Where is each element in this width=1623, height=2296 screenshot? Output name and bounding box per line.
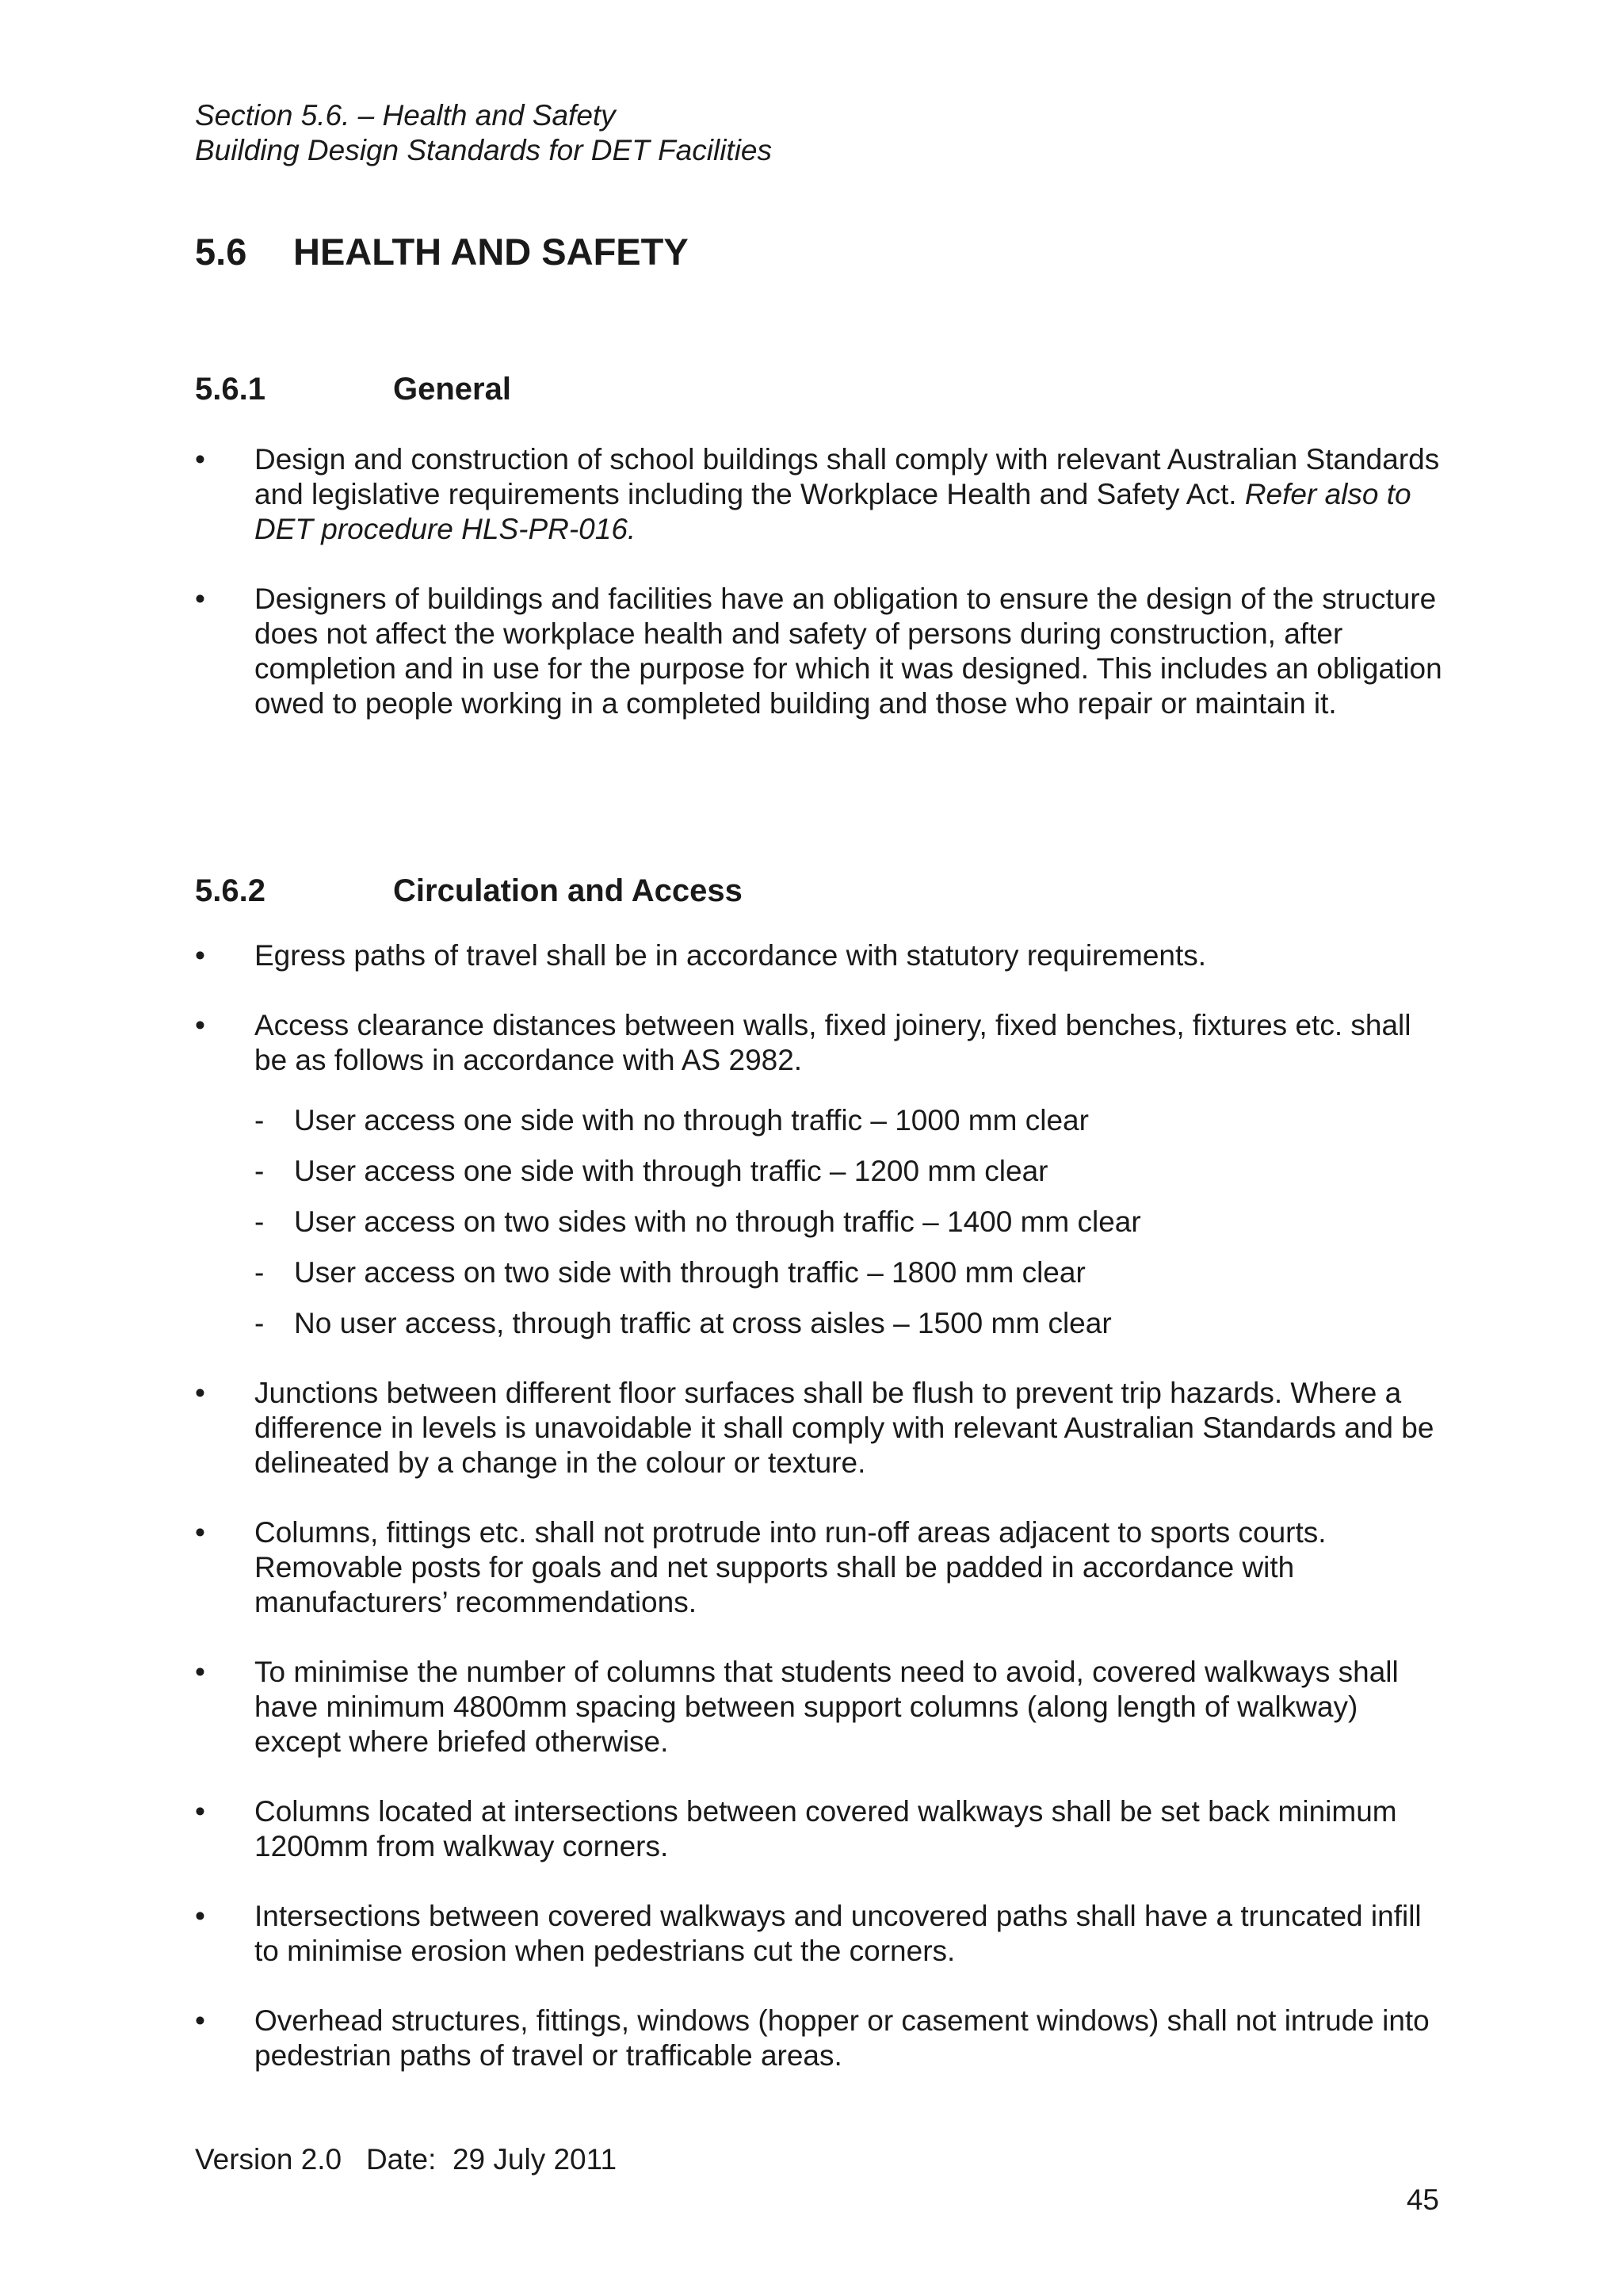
list-item [195,582,1447,721]
bullet-text: Design and construction of school buildings shall comply with relevant Australian Standards and legislative requirements including the Workplace Health and Safety Act. [254,443,1440,510]
page-number: 45 [1406,2183,1439,2216]
header-section-line: Section 5.6. – Health and Safety [195,99,616,132]
section-title [195,230,689,274]
dash-icon: - [254,1307,265,1339]
bullet-icon: • [195,583,205,615]
clearance-text: No user access, through traffic at cross aisles – 1500 mm clear [294,1307,1112,1339]
bullet-icon: • [195,1009,205,1041]
bullet-icon: • [195,1795,205,1828]
clearance-text: User access on two sides with no through traffic – 1400 mm clear [294,1205,1141,1238]
dash-icon: - [254,1104,265,1137]
bullet-icon: • [195,1516,205,1549]
subsection-general-number: 5.6.1 [195,372,265,407]
clearance-item [254,1103,1447,1138]
clearance-item [254,1306,1447,1341]
bullet-text: Overhead structures, fittings, windows (hopper or casement windows) shall not intrude into pedestrian paths of travel or trafficable areas. [254,2004,1430,2072]
running-header [195,98,772,168]
footer-version-date: Version 2.0 Date: 29 July 2011 [195,2143,617,2176]
bullet-text: Columns, fittings etc. shall not protrude into run-off areas adjacent to sports courts. Removable posts for goals and net supports shall be padded in accordance with manufacturers’ recommendations. [254,1516,1327,1618]
header-document-line: Building Design Standards for DET Facilities [195,134,772,166]
clearance-item [254,1154,1447,1189]
bullet-text: Access clearance distances between walls, fixed joinery, fixed benches, fixtures etc. shall be as follows in accordance with AS 2982. [254,1009,1411,1076]
list-item [195,442,1447,547]
clearance-item [254,1205,1447,1240]
dash-icon: - [254,1256,265,1289]
list-item [195,1655,1447,1759]
clearance-item [254,1255,1447,1290]
list-item [195,938,1447,973]
dash-icon: - [254,1205,265,1238]
section-title-text: HEALTH AND SAFETY [293,231,689,273]
bullet-icon: • [195,443,205,476]
bullet-text: Intersections between covered walkways and uncovered paths shall have a truncated infill to minimise erosion when pedestrians cut the corners. [254,1900,1422,1967]
subsection-circulation-heading [195,872,743,910]
bullet-icon: • [195,1900,205,1932]
list-item [195,1376,1447,1480]
section-number: 5.6 [195,231,247,273]
clearance-text: User access one side with no through traffic – 1000 mm clear [294,1104,1089,1137]
clearance-text: User access on two side with through traffic – 1800 mm clear [294,1256,1086,1289]
clearance-list [254,1103,1447,1341]
bullet-text: Designers of buildings and facilities have an obligation to ensure the design of the structure does not affect the workplace health and safety of persons during construction, after completion and in use for the purpose for which it was designed. This includes an obligation owed to people working in a completed building and those who repair or maintain it. [254,583,1442,720]
bullet-text: Egress paths of travel shall be in accordance with statutory requirements. [254,939,1207,972]
bullet-icon: • [195,2004,205,2037]
bullet-icon: • [195,1656,205,1688]
clearance-text: User access one side with through traffic – 1200 mm clear [294,1155,1048,1187]
list-item [195,1899,1447,1969]
subsection-circulation-number: 5.6.2 [195,873,265,908]
subsection-circulation-title: Circulation and Access [393,873,743,908]
subsection-general-heading [195,370,511,408]
dash-icon: - [254,1155,265,1187]
bullet-icon: • [195,939,205,972]
circulation-bullet-list [195,938,1447,2108]
list-item [195,1794,1447,1864]
general-bullet-list [195,442,1447,756]
procedure-reference: Refer also to DET procedure HLS-PR-016. [254,478,1411,545]
bullet-text: To minimise the number of columns that students need to avoid, covered walkways shall have minimum 4800mm spacing between support columns (along length of walkway) except where briefed otherwise. [254,1656,1399,1758]
subsection-general-title: General [393,372,511,407]
bullet-icon: • [195,1377,205,1409]
bullet-text: Junctions between different floor surfaces shall be flush to prevent trip hazards. Where a difference in levels is unavoidable it shall comply with relevant Australian Standards and be delineated by a change in the colour or texture. [254,1377,1434,1479]
list-item [195,1515,1447,1620]
list-item [195,2004,1447,2073]
bullet-text: Columns located at intersections between covered walkways shall be set back minimum 1200mm from walkway corners. [254,1795,1397,1862]
list-item [195,1008,1447,1341]
